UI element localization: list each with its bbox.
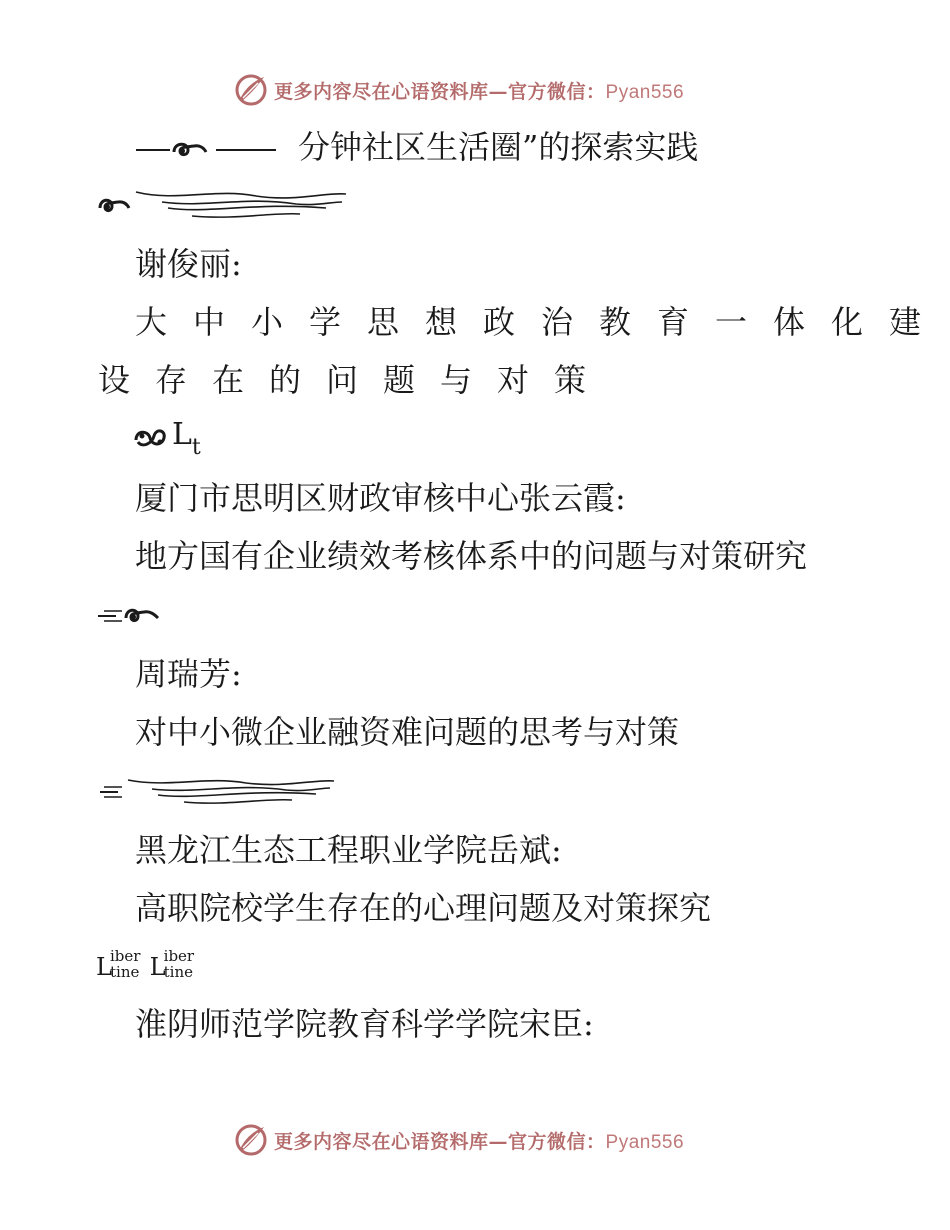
feather-logo-icon	[234, 1123, 268, 1157]
watermark-text: 更多内容尽在心语资料库—官方微信：Pyan556	[274, 1130, 685, 1153]
header-watermark	[234, 70, 684, 110]
lt-glyph: $L_t$	[172, 417, 201, 460]
author-5: 淮阴师范学院教育科学学院宋臣:	[135, 1005, 594, 1043]
wave-ornament-2	[96, 774, 336, 808]
watermark-text: 更多内容尽在心语资料库—官方微信：Pyan556	[274, 80, 685, 103]
topic-2: 地方国有企业绩效考核体系中的问题与对策研究	[135, 537, 808, 575]
author-2: 厦门市思明区财政审核中心张云霞:	[135, 479, 626, 517]
topic-1-line-2: 设存在的问题与对策	[98, 361, 612, 399]
topic-3: 对中小微企业融资难问题的思考与对策	[135, 713, 680, 751]
wave-ornament	[96, 186, 348, 222]
topic-4: 高职院校学生存在的心理问题及对策探究	[135, 889, 712, 927]
knot-ornament	[134, 424, 174, 454]
topic-1-line-1: 大中小学思想政治教育一体化建	[135, 303, 948, 341]
author-4: 黑龙江生态工程职业学院岳斌:	[135, 831, 562, 869]
wechat-id: Pyan556	[605, 81, 685, 103]
doc-title-line: 分钟社区生活圈”的探索实践	[298, 128, 699, 166]
feather-logo-icon	[234, 73, 268, 107]
author-1: 谢俊丽:	[135, 245, 242, 283]
libertine-ornament: L iber tine L iber tine	[96, 947, 195, 981]
footer-watermark	[234, 1120, 684, 1160]
author-3: 周瑞芳:	[135, 655, 242, 693]
dash-flourish-ornament	[96, 602, 166, 630]
wechat-id: Pyan556	[605, 1131, 685, 1153]
title-flourish-ornament	[136, 134, 276, 164]
